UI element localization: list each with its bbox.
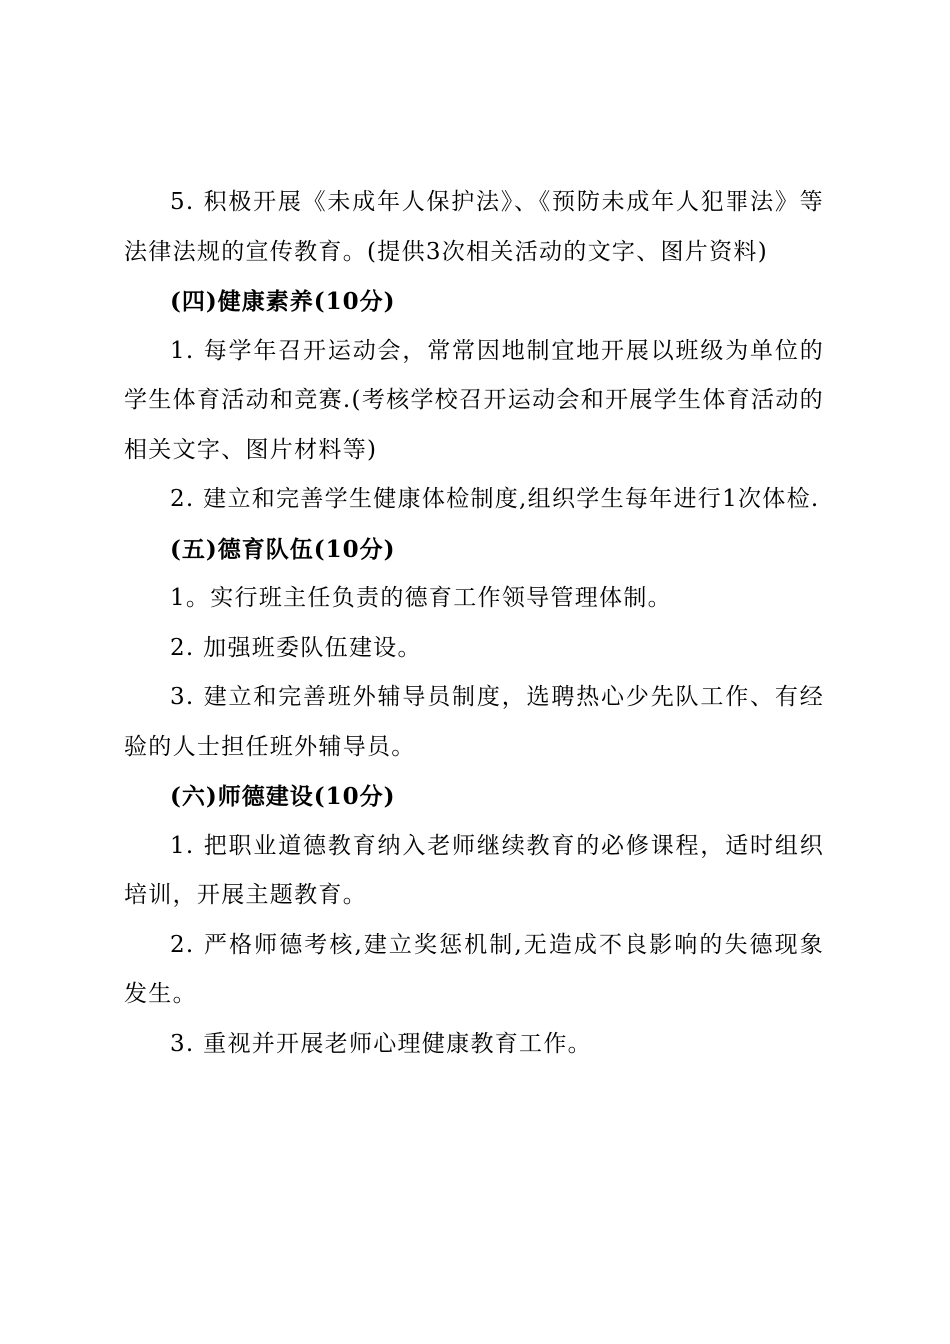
paragraph-sports-meet: 1. 每学年召开运动会，常常因地制宜地开展以班级为单位的学生体育活动和竞赛.(考核学校召开运动会和开展学生体育活动的相关文字、图片材料等) bbox=[124, 337, 824, 463]
paragraph-counselor: 3. 建立和完善班外辅导员制度，选聘热心少先队工作、有经验的人士担任班外辅导员。 bbox=[124, 684, 824, 760]
paragraph-law-education: 5. 积极开展《未成年人保护法》、《预防未成年人犯罪法》等法律法规的宣传教育。(提供3次相关活动的文字、图片资料) bbox=[124, 189, 824, 265]
paragraph-ethics-course: 1. 把职业道德教育纳入老师继续教育的必修课程，适时组织培训，开展主题教育。 bbox=[124, 832, 824, 908]
paragraph-health-check: 2. 建立和完善学生健康体检制度,组织学生每年进行1次体检. bbox=[170, 486, 820, 512]
paragraph-mental-health: 3. 重视并开展老师心理健康教育工作。 bbox=[170, 1030, 592, 1057]
section-heading-moral-team: (五)德育队伍(10分) bbox=[170, 535, 396, 563]
section-heading-teacher-ethics: (六)师德建设(10分) bbox=[170, 783, 396, 810]
section-heading-health: (四)健康素养(10分) bbox=[170, 288, 396, 315]
paragraph-head-teacher: 1。实行班主任负责的德育工作领导管理体制。 bbox=[170, 585, 672, 611]
paragraph-class-committee: 2. 加强班委队伍建设。 bbox=[170, 634, 422, 661]
paragraph-ethics-assessment: 2. 严格师德考核,建立奖惩机制,无造成不良影响的失德现象发生。 bbox=[124, 931, 824, 1007]
document-body bbox=[124, 178, 824, 1069]
